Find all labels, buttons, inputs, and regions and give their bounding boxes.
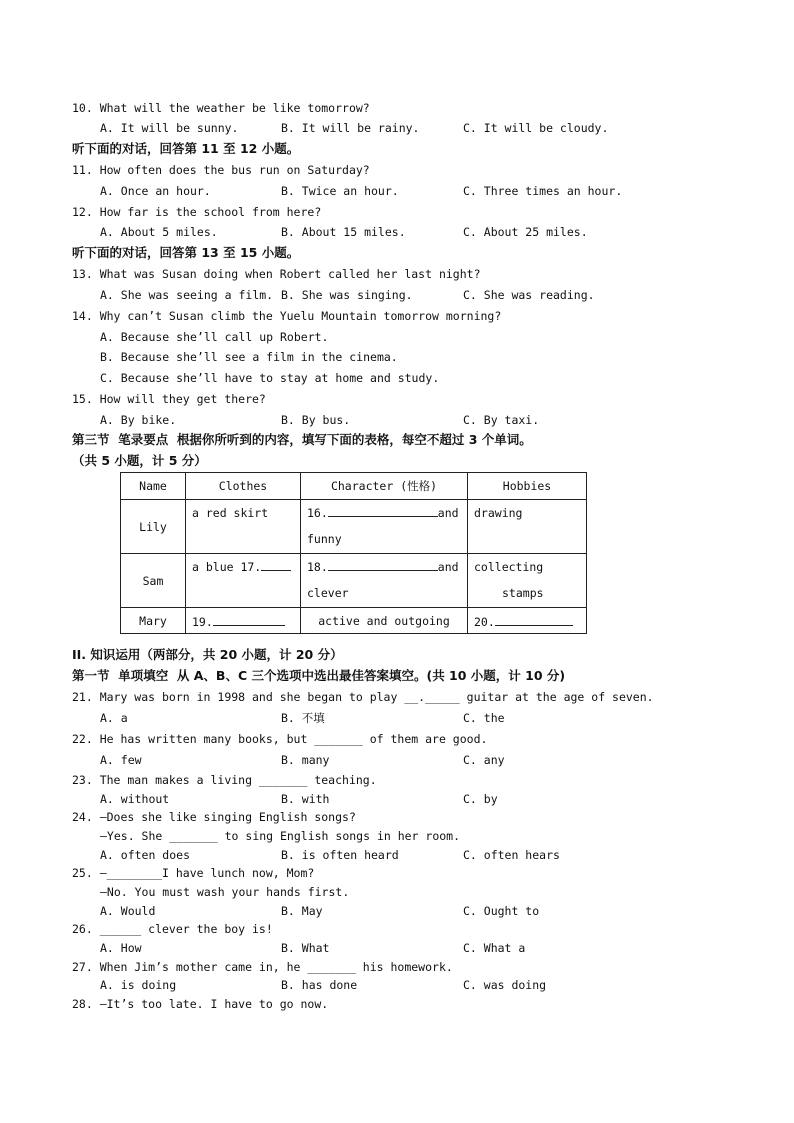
table-row-mary	[121, 608, 587, 634]
option-c: C. often hears	[463, 848, 560, 862]
blank-number: 20.	[474, 614, 495, 629]
cell-hobby	[468, 608, 587, 634]
option-c: C. Three times an hour.	[463, 184, 623, 198]
question-23-options	[100, 792, 720, 806]
question-21: 21. Mary was born in 1998 and she began to play __._____ guitar at the age of seven.	[72, 690, 654, 704]
cell-hobby	[468, 554, 587, 608]
table-row-sam	[121, 554, 587, 608]
option-a: A. a	[100, 711, 128, 725]
question-15-options	[100, 413, 720, 427]
question-13: 13. What was Susan doing when Robert called her last night?	[72, 267, 481, 281]
character-line-1	[307, 500, 461, 526]
cell-character: active and outgoing	[301, 608, 468, 634]
header-character: Character (性格)	[301, 473, 468, 500]
answer-blank-20[interactable]	[495, 613, 573, 626]
section3-heading: 第三节 笔录要点 根据你所听到的内容，填写下面的表格，每空不超过 3 个单词。	[72, 432, 532, 447]
blank-number: 16.	[307, 506, 328, 520]
cell-name: Sam	[121, 554, 186, 608]
option-c: C. About 25 miles.	[463, 225, 588, 239]
option-c: C. the	[463, 711, 505, 725]
question-13-options	[100, 288, 720, 302]
and-text: and	[437, 506, 459, 520]
header-clothes: Clothes	[186, 473, 301, 500]
question-25-line-2: —No. You must wash your hands first.	[100, 885, 350, 899]
notes-table	[120, 472, 587, 634]
option-c: C. any	[463, 753, 505, 767]
option-a: A. About 5 miles.	[100, 225, 218, 239]
option-b: B. Twice an hour.	[281, 184, 399, 198]
option-c: C. What a	[463, 941, 526, 955]
option-c: C. By taxi.	[463, 413, 540, 427]
option-b: B. with	[281, 792, 330, 806]
blank-number: 18.	[307, 560, 328, 574]
cell-hobby	[468, 500, 587, 554]
question-27: 27. When Jim’s mother came in, he _______ his homework.	[72, 960, 453, 974]
option-b: B. About 15 miles.	[281, 225, 406, 239]
question-21-options	[100, 711, 720, 725]
hobby-text: drawing	[474, 506, 523, 520]
question-24-options	[100, 848, 720, 862]
option-b: B. Because she’ll see a film in the cinema.	[100, 350, 398, 364]
question-12: 12. How far is the school from here?	[72, 205, 322, 219]
question-22-options	[100, 753, 720, 767]
option-a: A. She was seeing a film.	[100, 288, 274, 302]
and-text: and	[437, 560, 459, 574]
option-b: B. 不填	[281, 711, 325, 725]
question-15: 15. How will they get there?	[72, 392, 266, 406]
heading-13-15: 听下面的对话，回答第 13 至 15 小题。	[72, 245, 300, 260]
clothes-prefix: a blue 17.	[192, 560, 262, 574]
hobby-line-1: collecting	[474, 560, 544, 574]
question-22: 22. He has written many books, but _______ of them are good.	[72, 732, 488, 746]
answer-blank-19[interactable]	[213, 613, 285, 626]
option-a: A. Would	[100, 904, 156, 918]
cell-clothes	[186, 554, 301, 608]
option-c: C. was doing	[463, 978, 547, 992]
question-11: 11. How often does the bus run on Saturday?	[72, 163, 370, 177]
answer-blank-18[interactable]	[328, 558, 438, 571]
cell-clothes	[186, 500, 301, 554]
answer-blank-17[interactable]	[261, 558, 291, 571]
option-c: C. It will be cloudy.	[463, 121, 609, 135]
question-28: 28. —It’s too late. I have to go now.	[72, 997, 329, 1011]
question-24: 24. —Does she like singing English songs?	[72, 810, 356, 824]
option-a: A. How	[100, 941, 142, 955]
option-b: B. many	[281, 753, 330, 767]
option-a: A. It will be sunny.	[100, 121, 239, 135]
question-10: 10. What will the weather be like tomorrow?	[72, 101, 370, 115]
cell-name: Mary	[121, 608, 186, 634]
character-line-2: clever	[307, 586, 349, 600]
option-b: B. It will be rainy.	[281, 121, 420, 135]
answer-blank-16[interactable]	[328, 504, 438, 517]
hobby-line-2: stamps	[502, 586, 544, 600]
option-a: A. is doing	[100, 978, 177, 992]
option-a: A. Because she’ll call up Robert.	[100, 330, 329, 344]
question-26-options	[100, 941, 720, 955]
option-c: C. Ought to	[463, 904, 540, 918]
question-24-line-2: —Yes. She _______ to sing English songs in her room.	[100, 829, 461, 843]
option-a: A. By bike.	[100, 413, 177, 427]
option-c: C. She was reading.	[463, 288, 595, 302]
question-25-options	[100, 904, 720, 918]
option-c: C. by	[463, 792, 498, 806]
question-27-options	[100, 978, 720, 992]
question-14: 14. Why can’t Susan climb the Yuelu Mountain tomorrow morning?	[72, 309, 502, 323]
blank-number: 19.	[192, 614, 213, 629]
option-a: A. few	[100, 753, 142, 767]
part2-heading: II. 知识运用（两部分，共 20 小题，计 20 分）	[72, 647, 343, 662]
option-b: B. By bus.	[281, 413, 351, 427]
question-12-options	[100, 225, 720, 239]
heading-11-12: 听下面的对话，回答第 11 至 12 小题。	[72, 141, 300, 156]
option-b: B. has done	[281, 978, 358, 992]
part2-section1-heading: 第一节 单项填空 从 A、B、C 三个选项中选出最佳答案填空。(共 10 小题，计 10 分)	[72, 668, 566, 683]
option-b: B. What	[281, 941, 330, 955]
option-b: B. is often heard	[281, 848, 399, 862]
question-25: 25. —________I have lunch now, Mom?	[72, 866, 315, 880]
header-hobbies: Hobbies	[468, 473, 587, 500]
cell-character	[301, 554, 468, 608]
clothes-text: a red skirt	[192, 506, 269, 520]
question-23: 23. The man makes a living _______ teaching.	[72, 773, 377, 787]
section3-subheading: （共 5 小题，计 5 分）	[72, 453, 207, 468]
table-header-row	[121, 473, 587, 500]
option-b: B. May	[281, 904, 323, 918]
character-line-2: funny	[307, 532, 342, 546]
question-26: 26. ______ clever the boy is!	[72, 922, 273, 936]
question-10-options	[100, 121, 720, 135]
option-a: A. Once an hour.	[100, 184, 211, 198]
cell-character	[301, 500, 468, 554]
character-line-1	[307, 554, 461, 580]
question-11-options	[100, 184, 720, 198]
table-row-lily	[121, 500, 587, 554]
header-name: Name	[121, 473, 186, 500]
option-a: A. often does	[100, 848, 191, 862]
option-a: A. without	[100, 792, 170, 806]
cell-clothes	[186, 608, 301, 634]
cell-name: Lily	[121, 500, 186, 554]
option-c: C. Because she’ll have to stay at home and study.	[100, 371, 440, 385]
clothes-line	[192, 554, 294, 580]
option-b: B. She was singing.	[281, 288, 413, 302]
